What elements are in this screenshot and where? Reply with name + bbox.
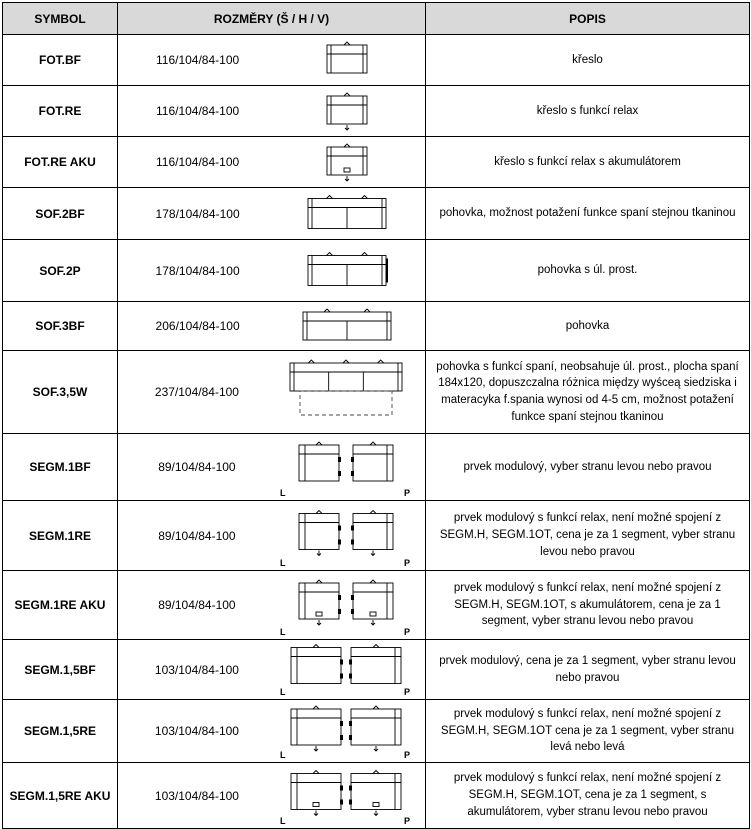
drawing-cell bbox=[272, 501, 421, 570]
dimensions-cell bbox=[118, 434, 426, 501]
dimensions-cell bbox=[118, 571, 426, 640]
symbol-cell: SOF.2BF bbox=[3, 188, 118, 240]
drawing-cell bbox=[272, 434, 421, 500]
drawing-cell bbox=[273, 137, 421, 187]
drawing-cell bbox=[273, 240, 421, 301]
dimensions-cell bbox=[118, 302, 426, 351]
symbol-cell: FOT.RE bbox=[3, 86, 118, 137]
table-row bbox=[3, 302, 750, 351]
drawing-cell bbox=[272, 763, 421, 828]
symbol-cell: SOF.3,5W bbox=[3, 351, 118, 434]
module-segment-relax-battery-icon bbox=[276, 571, 416, 639]
symbol-cell: SEGM.1RE bbox=[3, 501, 118, 571]
right-side-label: P bbox=[404, 750, 411, 760]
sofa-3-icon bbox=[287, 302, 407, 350]
dimensions-value: 206/104/84-100 bbox=[155, 319, 240, 333]
dimensions-value: 116/104/84-100 bbox=[155, 155, 240, 169]
table-row bbox=[3, 351, 750, 434]
description-header: POPIS bbox=[426, 3, 750, 35]
table-row bbox=[3, 571, 750, 640]
header-row bbox=[3, 3, 750, 35]
description-cell: křeslo s funkcí relax bbox=[426, 86, 750, 137]
table-body bbox=[3, 35, 750, 829]
dimensions-cell bbox=[118, 86, 426, 137]
right-side-label: P bbox=[404, 627, 411, 637]
dimensions-value: 116/104/84-100 bbox=[155, 53, 240, 67]
armchair-relax-icon bbox=[287, 86, 407, 136]
dimensions-value: 116/104/84-100 bbox=[155, 104, 240, 118]
description-cell: pohovka, možnost potažení funkce spaní stejnou tkaninou bbox=[426, 188, 750, 240]
table-row bbox=[3, 240, 750, 302]
description-cell: křeslo bbox=[426, 35, 750, 86]
module-wide-segment-relax-battery-icon bbox=[276, 763, 416, 828]
drawing-cell bbox=[273, 86, 421, 136]
symbol-cell: SEGM.1,5RE AKU bbox=[3, 763, 118, 829]
drawing-cell bbox=[272, 700, 421, 762]
dimensions-cell bbox=[118, 240, 426, 302]
table-row bbox=[3, 763, 750, 829]
symbol-cell: FOT.BF bbox=[3, 35, 118, 86]
drawing-cell bbox=[273, 35, 421, 85]
dimensions-value: 89/104/84-100 bbox=[158, 598, 236, 612]
dimensions-cell bbox=[118, 763, 426, 829]
sofa-2-storage-icon bbox=[287, 240, 407, 301]
left-side-label: L bbox=[280, 558, 286, 568]
sofa-bed-icon bbox=[276, 351, 416, 433]
drawing-cell bbox=[273, 302, 421, 350]
description-cell: prvek modulový s funkcí relax, není možné spojení z SEGM.H, SEGM.1OT cena je za 1 segment, vyber stranu levá nebo levá bbox=[426, 700, 750, 763]
dimensions-cell bbox=[118, 640, 426, 700]
dimensions-cell bbox=[118, 351, 426, 434]
symbol-cell: SEGM.1BF bbox=[3, 434, 118, 501]
dimensions-value: 103/104/84-100 bbox=[154, 662, 239, 677]
right-side-label: P bbox=[404, 816, 411, 826]
symbol-cell: SOF.3BF bbox=[3, 302, 118, 351]
symbol-cell: SEGM.1,5BF bbox=[3, 640, 118, 700]
symbol-cell: SEGM.1,5RE bbox=[3, 700, 118, 763]
module-segment-relax-icon bbox=[276, 501, 416, 570]
dimensions-value: 89/104/84-100 bbox=[158, 460, 236, 474]
description-cell: prvek modulový s funkcí relax, není možné spojení z SEGM.H, SEGM.1OT, cena je za 1 segment, s akumulátorem, vyber stranu levou nebo pravou bbox=[426, 763, 750, 829]
description-cell: pohovka s úl. prost. bbox=[426, 240, 750, 302]
table-row bbox=[3, 188, 750, 240]
right-side-label: P bbox=[404, 687, 411, 697]
sofa-2-icon bbox=[287, 188, 407, 239]
description-cell: prvek modulový s funkcí relax, není možné spojení z SEGM.H, SEGM.1OT, s akumulátorem, cena je za 1 segment, vyber stranu levou nebo pravou bbox=[426, 571, 750, 640]
left-side-label: L bbox=[280, 488, 286, 498]
dimensions-cell bbox=[118, 188, 426, 240]
left-side-label: L bbox=[280, 627, 286, 637]
table-row bbox=[3, 86, 750, 137]
dimensions-cell bbox=[118, 700, 426, 763]
dimensions-value: 103/104/84-100 bbox=[154, 788, 239, 803]
dimensions-cell bbox=[118, 501, 426, 571]
drawing-cell bbox=[273, 188, 421, 239]
module-segment-icon bbox=[276, 434, 416, 500]
description-cell: pohovka bbox=[426, 302, 750, 351]
dimensions-value: 237/104/84-100 bbox=[154, 385, 239, 399]
dimensions-cell bbox=[118, 137, 426, 188]
dimensions-value: 103/104/84-100 bbox=[154, 724, 239, 738]
drawing-cell bbox=[272, 571, 421, 639]
description-cell: prvek modulový s funkcí relax, není možné spojení z SEGM.H, SEGM.1OT, cena je za 1 segment, vyber stranu levou nebo pravou bbox=[426, 501, 750, 571]
table-row bbox=[3, 640, 750, 700]
armchair-icon bbox=[287, 35, 407, 85]
table-row bbox=[3, 501, 750, 571]
armchair-relax-battery-icon bbox=[287, 137, 407, 187]
left-side-label: L bbox=[280, 687, 286, 697]
description-cell: prvek modulový, vyber stranu levou nebo pravou bbox=[426, 434, 750, 501]
left-side-label: L bbox=[280, 816, 286, 826]
table-row bbox=[3, 35, 750, 86]
drawing-cell bbox=[272, 640, 421, 699]
dimensions-cell bbox=[118, 35, 426, 86]
table-row bbox=[3, 434, 750, 501]
dimensions-header: ROZMĚRY (Š / H / V) bbox=[118, 3, 426, 35]
dimensions-value: 178/104/84-100 bbox=[155, 206, 240, 221]
table-row bbox=[3, 700, 750, 763]
symbol-cell: SEGM.1RE AKU bbox=[3, 571, 118, 640]
description-cell: křeslo s funkcí relax s akumulátorem bbox=[426, 137, 750, 188]
left-side-label: L bbox=[280, 750, 286, 760]
dimensions-value: 178/104/84-100 bbox=[155, 263, 240, 278]
right-side-label: P bbox=[404, 558, 411, 568]
right-side-label: P bbox=[404, 488, 411, 498]
description-cell: prvek modulový, cena je za 1 segment, vyber stranu levou nebo pravou bbox=[426, 640, 750, 700]
symbol-cell: FOT.RE AKU bbox=[3, 137, 118, 188]
dimensions-value: 89/104/84-100 bbox=[158, 528, 236, 543]
module-wide-segment-relax-icon bbox=[276, 700, 416, 762]
symbol-header: SYMBOL bbox=[3, 3, 118, 35]
description-cell: pohovka s funkcí spaní, neobsahuje úl. prost., plocha spaní 184x120, dopuszczalna różnica między wyśceą siedziska i materacyka f.spania wynosi od 4-5 cm, možnost potažení funkce spaní stejnou tkaninou bbox=[426, 351, 750, 434]
drawing-cell bbox=[272, 351, 421, 433]
symbol-cell: SOF.2P bbox=[3, 240, 118, 302]
table-row bbox=[3, 137, 750, 188]
product-spec-table bbox=[2, 2, 750, 829]
module-wide-segment-icon bbox=[276, 640, 416, 699]
